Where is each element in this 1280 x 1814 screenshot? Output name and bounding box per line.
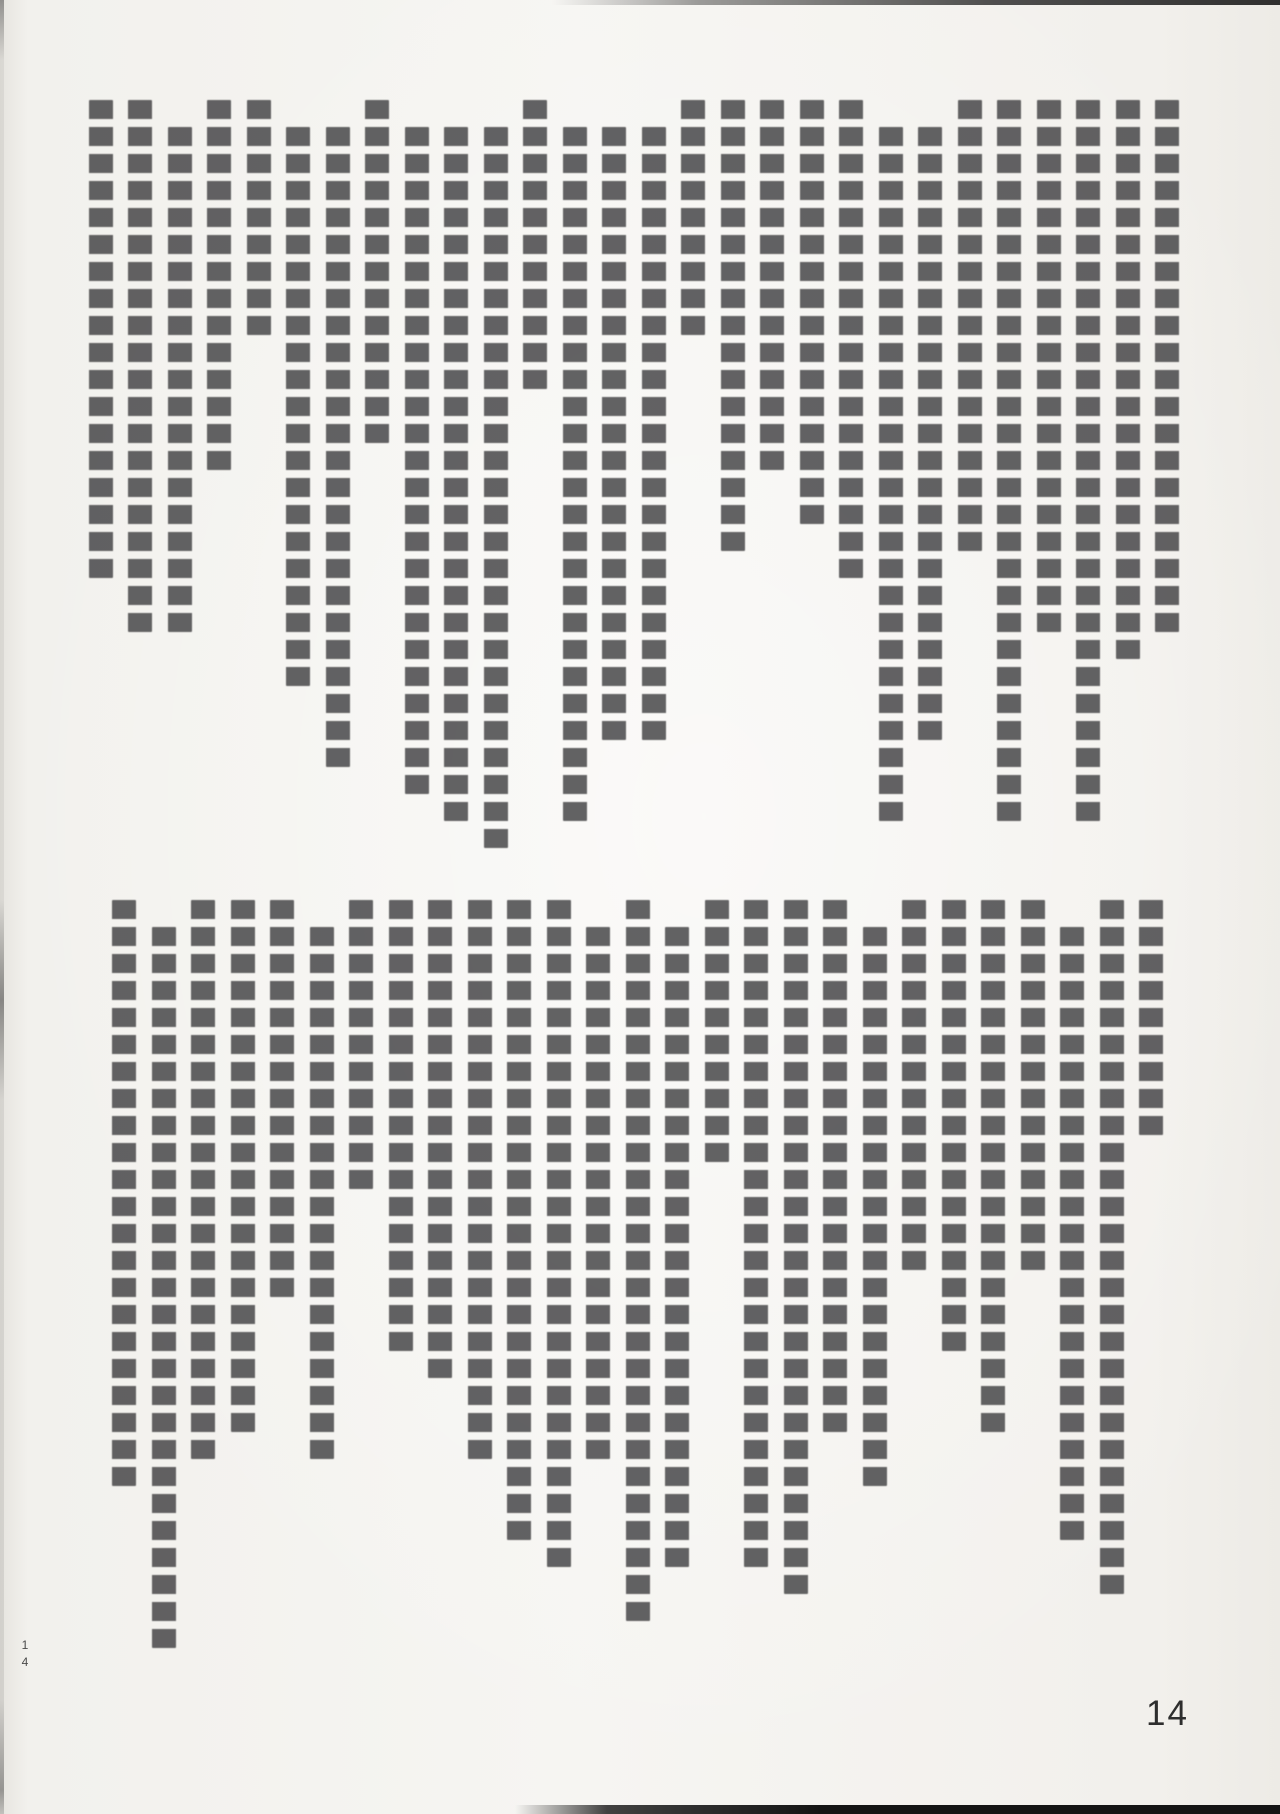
redacted-text-column: [838, 100, 864, 850]
redacted-glyph-run: [721, 100, 745, 551]
redacted-glyph-run: [468, 900, 492, 1459]
redacted-glyph-run: [997, 100, 1021, 821]
redacted-glyph-run: [547, 900, 571, 1567]
redacted-glyph-run: [270, 900, 294, 1297]
redacted-text-column: [996, 100, 1022, 850]
redacted-text-column: [641, 100, 667, 850]
redacted-glyph-run: [1060, 927, 1084, 1540]
redacted-text-column: [443, 100, 469, 850]
redacted-glyph-run: [760, 100, 784, 470]
redacted-text-column: [88, 100, 114, 850]
redacted-glyph-run: [839, 100, 863, 578]
redacted-glyph-run: [665, 927, 689, 1567]
redacted-glyph-run: [207, 100, 231, 470]
redacted-glyph-run: [705, 900, 729, 1162]
redacted-glyph-run: [744, 900, 768, 1567]
redacted-text-column: [404, 100, 430, 850]
redacted-text-column: [799, 100, 825, 850]
redacted-glyph-run: [863, 927, 887, 1486]
redacted-text-column: [1059, 900, 1085, 1668]
redacted-glyph-run: [958, 100, 982, 551]
redacted-text-column: [427, 900, 453, 1668]
redacted-text-column: [522, 100, 548, 850]
redacted-text-column: [190, 900, 216, 1668]
redacted-text-column: [467, 900, 493, 1668]
margin-page-number: 14: [18, 1638, 32, 1672]
redacted-text-column: [822, 900, 848, 1668]
redacted-text-column: [704, 900, 730, 1668]
redacted-text-column: [285, 100, 311, 850]
redacted-text-column: [1099, 900, 1125, 1668]
redacted-text-column: [901, 900, 927, 1668]
redacted-glyph-run: [823, 900, 847, 1432]
redacted-glyph-run: [389, 900, 413, 1351]
redacted-glyph-run: [405, 127, 429, 794]
redacted-text-column: [364, 100, 390, 850]
redacted-glyph-run: [879, 127, 903, 821]
redacted-glyph-run: [507, 900, 531, 1540]
redacted-glyph-run: [1021, 900, 1045, 1270]
redacted-text-column: [483, 100, 509, 850]
redacted-text-column: [1020, 900, 1046, 1668]
redacted-glyph-run: [191, 900, 215, 1459]
redacted-glyph-run: [152, 927, 176, 1648]
redacted-glyph-run: [784, 900, 808, 1594]
redacted-glyph-run: [902, 900, 926, 1270]
redacted-text-column: [1036, 100, 1062, 850]
redacted-glyph-run: [365, 100, 389, 443]
redacted-text-column: [759, 100, 785, 850]
redacted-glyph-run: [1116, 100, 1140, 659]
redacted-text-column: [1138, 900, 1164, 1668]
redacted-glyph-run: [89, 100, 113, 578]
redacted-glyph-run: [626, 900, 650, 1621]
redacted-glyph-run: [286, 127, 310, 686]
redacted-text-column: [506, 900, 532, 1668]
redacted-glyph-run: [800, 100, 824, 524]
redacted-glyph-run: [602, 127, 626, 740]
redacted-text-column: [1115, 100, 1141, 850]
redacted-glyph-run: [310, 927, 334, 1459]
redacted-text-column: [957, 100, 983, 850]
redacted-glyph-run: [484, 127, 508, 848]
page-number: 14: [1146, 1694, 1189, 1733]
text-band-lower: [98, 900, 1165, 1668]
scan-edge-artifact-bottom: [515, 1805, 1280, 1814]
redacted-glyph-run: [128, 100, 152, 632]
redacted-glyph-run: [942, 900, 966, 1351]
redacted-glyph-run: [563, 127, 587, 821]
scan-edge-artifact-top: [552, 0, 1280, 5]
redacted-glyph-run: [349, 900, 373, 1189]
redacted-text-column: [325, 100, 351, 850]
redacted-text-column: [309, 900, 335, 1668]
redacted-text-column: [878, 100, 904, 850]
redacted-text-column: [941, 900, 967, 1668]
redacted-text-column: [206, 100, 232, 850]
redacted-text-column: [980, 900, 1006, 1668]
redacted-text-column: [783, 900, 809, 1668]
redacted-glyph-run: [112, 900, 136, 1486]
redacted-glyph-run: [1155, 100, 1179, 632]
redacted-glyph-run: [247, 100, 271, 335]
redacted-text-column: [127, 100, 153, 850]
text-band-upper: [74, 100, 1180, 850]
redacted-text-column: [348, 900, 374, 1668]
redacted-text-column: [1075, 100, 1101, 850]
redacted-glyph-run: [981, 900, 1005, 1432]
redacted-glyph-run: [1139, 900, 1163, 1135]
redacted-glyph-run: [168, 127, 192, 632]
redacted-glyph-run: [918, 127, 942, 740]
redacted-text-column: [720, 100, 746, 850]
redacted-glyph-run: [1100, 900, 1124, 1594]
redacted-glyph-run: [642, 127, 666, 740]
redacted-glyph-run: [231, 900, 255, 1432]
redacted-text-column: [743, 900, 769, 1668]
redacted-glyph-run: [326, 127, 350, 767]
redacted-text-column: [230, 900, 256, 1668]
redacted-glyph-run: [1076, 100, 1100, 821]
scan-edge-artifact-left: [0, 0, 4, 1814]
redacted-glyph-run: [428, 900, 452, 1378]
redacted-text-column: [269, 900, 295, 1668]
redacted-text-column: [546, 900, 572, 1668]
redacted-text-column: [680, 100, 706, 850]
redacted-text-column: [585, 900, 611, 1668]
redacted-text-column: [862, 900, 888, 1668]
redacted-text-column: [664, 900, 690, 1668]
redacted-text-column: [625, 900, 651, 1668]
redacted-text-column: [111, 900, 137, 1668]
redacted-glyph-run: [586, 927, 610, 1459]
redacted-text-column: [1154, 100, 1180, 850]
redacted-text-column: [151, 900, 177, 1668]
redacted-glyph-run: [444, 127, 468, 821]
redacted-glyph-run: [523, 100, 547, 389]
redacted-text-column: [167, 100, 193, 850]
redacted-text-column: [246, 100, 272, 850]
redacted-text-column: [562, 100, 588, 850]
redacted-glyph-run: [681, 100, 705, 335]
redacted-glyph-run: [1037, 100, 1061, 632]
redacted-text-column: [601, 100, 627, 850]
redacted-text-column: [917, 100, 943, 850]
redacted-text-column: [388, 900, 414, 1668]
